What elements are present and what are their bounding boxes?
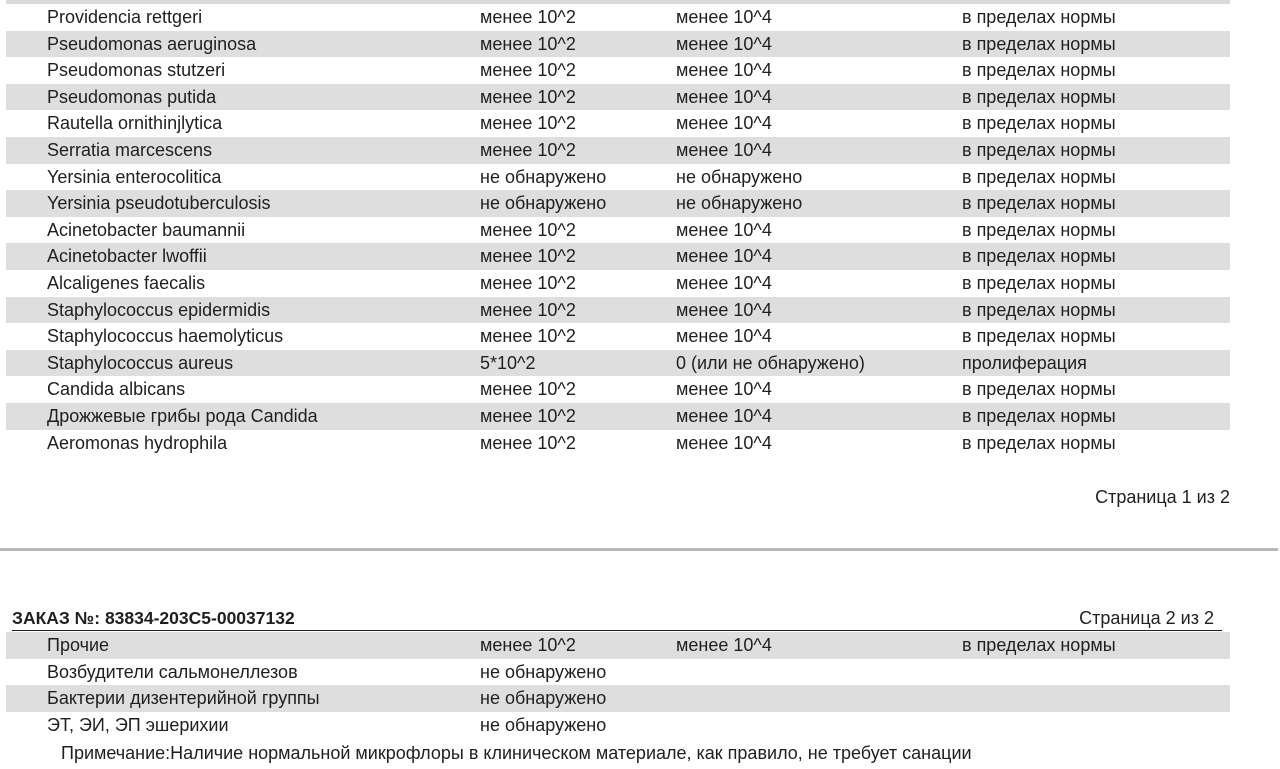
- norm-value: не обнаружено: [676, 193, 803, 214]
- table-row: [6, 323, 1230, 350]
- table-row: [6, 4, 1230, 31]
- result-value: менее 10^2: [480, 379, 576, 400]
- result-value: менее 10^2: [480, 299, 576, 320]
- table-row: [6, 190, 1230, 217]
- organism-name: Providencia rettgeri: [47, 7, 203, 27]
- table-row: [6, 217, 1230, 244]
- norm-value: не обнаружено: [676, 166, 803, 187]
- order-number: ЗАКАЗ №: 83834-203C5-00037132: [12, 608, 295, 628]
- conclusion-text: в пределах нормы: [962, 272, 1116, 293]
- norm-value: менее 10^4: [676, 219, 772, 240]
- organism-name: ЭТ, ЭИ, ЭП эшерихии: [47, 714, 229, 735]
- conclusion-text: в пределах нормы: [962, 635, 1116, 655]
- norm-value: менее 10^4: [676, 299, 772, 320]
- result-value: менее 10^2: [480, 60, 576, 81]
- conclusion-text: в пределах нормы: [962, 193, 1116, 214]
- results-table-page-1: [6, 4, 1230, 456]
- organism-name: Yersinia pseudotuberculosis: [47, 193, 271, 214]
- results-table-page-2: [6, 632, 1230, 738]
- conclusion-text: в пределах нормы: [962, 60, 1116, 81]
- result-value: не обнаружено: [480, 166, 607, 187]
- norm-value: менее 10^4: [676, 379, 772, 400]
- conclusion-text: в пределах нормы: [962, 379, 1116, 400]
- result-value: не обнаружено: [480, 661, 607, 682]
- norm-value: менее 10^4: [676, 635, 772, 655]
- organism-name: Yersinia enterocolitica: [47, 166, 222, 187]
- conclusion-text: в пределах нормы: [962, 246, 1116, 267]
- table-row: [6, 659, 1230, 686]
- organism-name: Candida albicans: [47, 379, 186, 400]
- result-value: менее 10^2: [480, 113, 576, 134]
- table-row: [6, 376, 1230, 403]
- table-row: [6, 57, 1230, 84]
- organism-name: Acinetobacter baumannii: [47, 219, 246, 240]
- table-row: [6, 712, 1230, 739]
- result-value: менее 10^2: [480, 219, 576, 240]
- result-value: не обнаружено: [480, 714, 607, 735]
- conclusion-text: в пределах нормы: [962, 7, 1116, 27]
- organism-name: Дрожжевые грибы рода Candida: [47, 405, 318, 426]
- page-2-header: [12, 606, 1222, 631]
- table-row: [6, 164, 1230, 191]
- organism-name: Acinetobacter lwoffii: [47, 246, 207, 267]
- table-row: [6, 350, 1230, 377]
- table-row: [6, 270, 1230, 297]
- result-value: менее 10^2: [480, 33, 576, 54]
- conclusion-text: в пределах нормы: [962, 219, 1116, 240]
- table-row: [6, 403, 1230, 430]
- organism-name: Rautella ornithinjlytica: [47, 113, 223, 134]
- organism-name: Возбудители сальмонеллезов: [47, 661, 298, 682]
- organism-name: Прочие: [47, 635, 110, 655]
- table-row: [6, 297, 1230, 324]
- conclusion-text: в пределах нормы: [962, 299, 1116, 320]
- result-value: не обнаружено: [480, 193, 607, 214]
- result-value: менее 10^2: [480, 86, 576, 107]
- conclusion-text: в пределах нормы: [962, 166, 1116, 187]
- organism-name: Бактерии дизентерийной группы: [47, 688, 320, 709]
- norm-value: менее 10^4: [676, 33, 772, 54]
- organism-name: Aeromonas hydrophila: [47, 432, 228, 453]
- table-row: [6, 243, 1230, 270]
- result-value: не обнаружено: [480, 688, 607, 709]
- norm-value: менее 10^4: [676, 405, 772, 426]
- conclusion-text: пролиферация: [962, 352, 1087, 373]
- conclusion-text: в пределах нормы: [962, 432, 1116, 453]
- table-row: [6, 632, 1230, 659]
- conclusion-text: в пределах нормы: [962, 405, 1116, 426]
- page-number-1: Страница 1 из 2: [1095, 487, 1230, 507]
- organism-name: Staphylococcus aureus: [47, 352, 234, 373]
- norm-value: менее 10^4: [676, 7, 772, 27]
- organism-name: Pseudomonas putida: [47, 86, 217, 107]
- conclusion-text: в пределах нормы: [962, 326, 1116, 347]
- organism-name: Alcaligenes faecalis: [47, 272, 206, 293]
- conclusion-text: в пределах нормы: [962, 86, 1116, 107]
- page-number-2: Страница 2 из 2: [1079, 608, 1214, 628]
- result-value: менее 10^2: [480, 246, 576, 267]
- organism-name: Pseudomonas stutzeri: [47, 60, 226, 81]
- table-row: [6, 110, 1230, 137]
- organism-name: Serratia marcescens: [47, 139, 213, 160]
- norm-value: менее 10^4: [676, 432, 772, 453]
- norm-value: менее 10^4: [676, 60, 772, 81]
- norm-value: менее 10^4: [676, 246, 772, 267]
- table-row: [6, 84, 1230, 111]
- norm-value: менее 10^4: [676, 272, 772, 293]
- organism-name: Pseudomonas aeruginosa: [47, 33, 257, 54]
- conclusion-text: в пределах нормы: [962, 139, 1116, 160]
- footnote: Примечание:Наличие нормальной микрофлоры в клиническом материале, как правило, не требует санации: [61, 743, 972, 763]
- result-value: менее 10^2: [480, 326, 576, 347]
- organism-name: Staphylococcus epidermidis: [47, 299, 271, 320]
- result-value: менее 10^2: [480, 272, 576, 293]
- result-value: менее 10^2: [480, 432, 576, 453]
- table-row: [6, 31, 1230, 58]
- conclusion-text: в пределах нормы: [962, 33, 1116, 54]
- table-row: [6, 685, 1230, 712]
- result-value: менее 10^2: [480, 139, 576, 160]
- result-value: менее 10^2: [480, 7, 576, 27]
- page-separator: [0, 548, 1278, 551]
- table-row: [6, 137, 1230, 164]
- result-value: 5*10^2: [480, 352, 536, 373]
- result-value: менее 10^2: [480, 405, 576, 426]
- norm-value: менее 10^4: [676, 113, 772, 134]
- conclusion-text: в пределах нормы: [962, 113, 1116, 134]
- organism-name: Staphylococcus haemolyticus: [47, 326, 284, 347]
- norm-value: 0 (или не обнаружено): [676, 352, 865, 373]
- result-value: менее 10^2: [480, 635, 576, 655]
- table-row: [6, 430, 1230, 457]
- norm-value: менее 10^4: [676, 86, 772, 107]
- norm-value: менее 10^4: [676, 139, 772, 160]
- norm-value: менее 10^4: [676, 326, 772, 347]
